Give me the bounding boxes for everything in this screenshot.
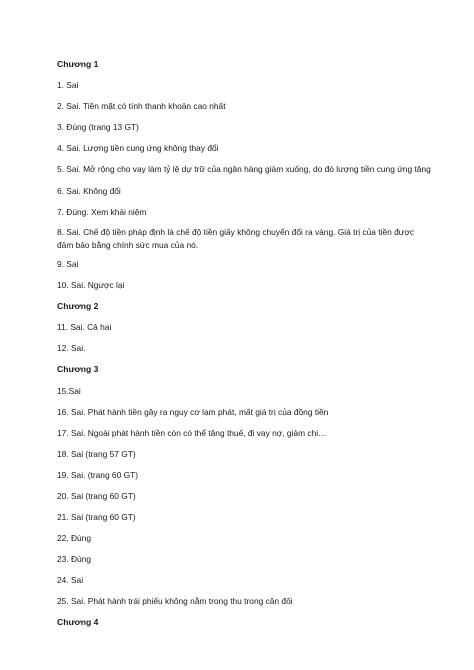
chapter-3-heading: Chương 3: [57, 364, 99, 374]
answer-1: 1. Sai: [57, 80, 79, 90]
answer-8: 8. Sai. Chế độ tiền pháp định là chế độ tiền giấy không chuyển đổi ra vàng. Giá trị của tiền được đảm bảo bằng chính sức mua của nó.: [57, 227, 415, 250]
answer-15: 15.Sai: [57, 386, 81, 396]
answer-22: 22. Đúng: [57, 533, 91, 543]
answer-2: 2. Sai. Tiền mặt có tính thanh khoản cao nhất: [57, 101, 226, 111]
answer-10: 10. Sai. Ngược lại: [57, 280, 125, 290]
answer-6: 6. Sai. Không đổi: [57, 186, 121, 196]
answer-3: 3. Đúng (trang 13 GT): [57, 122, 139, 132]
answer-25: 25. Sai. Phát hành trái phiếu không nằm trong thu trong cân đối: [57, 596, 293, 606]
answer-5: 5. Sai. Mở rộng cho vay làm tỷ lệ dự trữ của ngân hàng giảm xuống, do đó lượng tiền cung ứng tăng: [57, 164, 431, 174]
answer-9: 9. Sai: [57, 259, 79, 269]
answer-17: 17. Sai. Ngoài phát hành tiền còn có thể tăng thuế, đi vay nợ, giảm chi…: [57, 428, 327, 438]
answer-7: 7. Đúng. Xem khái niệm: [57, 207, 147, 217]
chapter-1-heading: Chương 1: [57, 59, 99, 69]
answer-23: 23. Đúng: [57, 554, 91, 564]
answer-21: 21. Sai (trang 60 GT): [57, 512, 136, 522]
answer-16: 16. Sai. Phát hành tiền gây ra nguy cơ lạm phát, mất giá trị của đồng tiền: [57, 407, 329, 417]
chapter-2-heading: Chương 2: [57, 301, 99, 311]
answer-18: 18. Sai (trang 57 GT): [57, 449, 136, 459]
answer-20: 20. Sai (trang 60 GT): [57, 491, 136, 501]
chapter-4-heading: Chương 4: [57, 617, 99, 627]
answer-11: 11. Sai. Cả hai: [57, 322, 112, 332]
answer-12: 12. Sai.: [57, 343, 86, 353]
answer-24: 24. Sai: [57, 575, 84, 585]
answer-19: 19. Sai. (trang 60 GT): [57, 470, 138, 480]
answer-4: 4. Sai. Lượng tiền cung ứng không thay đổi: [57, 143, 219, 153]
